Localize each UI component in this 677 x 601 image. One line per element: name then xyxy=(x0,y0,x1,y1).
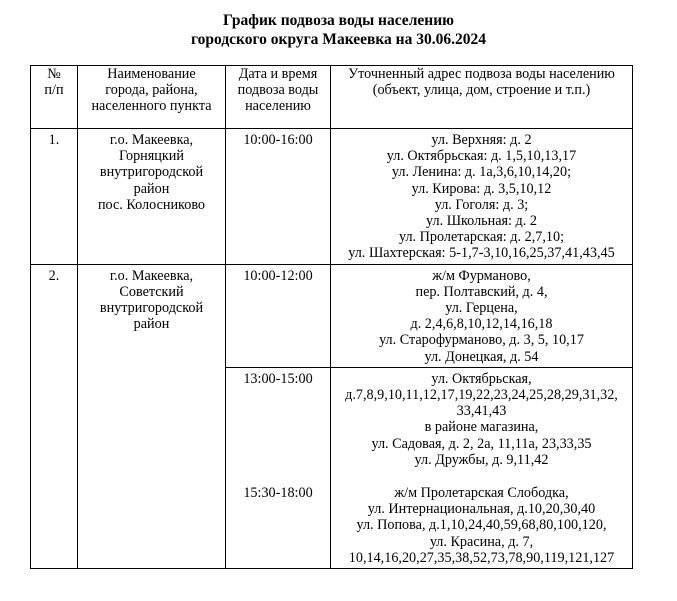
header-text: подвоза воды xyxy=(237,82,319,99)
header-place xyxy=(78,66,226,129)
header-address xyxy=(331,66,633,129)
place-line: Советский xyxy=(119,283,184,300)
header-text: населенного пункта xyxy=(91,98,212,115)
place-line: район xyxy=(133,316,170,333)
address-line: ул. Герцена, xyxy=(445,300,518,317)
header-text: № xyxy=(47,66,61,82)
address-line: д.7,8,9,10,11,12,17,19,22,23,24,25,28,29,31,32, xyxy=(345,387,618,404)
address-line: ж/м Пролетарская Слободка, xyxy=(394,485,569,502)
address-line: ул. Старофурманово, д. 3, 5, 10,17 xyxy=(379,332,584,349)
water-schedule-table xyxy=(30,65,633,569)
address-line: 33,41,43 xyxy=(456,403,507,420)
table-header-row xyxy=(31,66,633,129)
time-line: 13:00-15:00 xyxy=(243,370,313,387)
row-time: 10:00-12:00 xyxy=(226,264,331,367)
address-line: ул. Школьная: д. 2 xyxy=(426,213,537,230)
time-spacer xyxy=(226,387,330,485)
row-address xyxy=(331,129,633,265)
row-time-group xyxy=(226,367,331,568)
row-place xyxy=(78,129,226,265)
place-line: г.о. Макеевка, xyxy=(109,267,194,284)
address-line: ул. Попова, д.1,10,24,40,59,68,80,100,120, xyxy=(356,517,607,534)
address-line: в районе магазина, xyxy=(424,419,539,436)
address-spacer xyxy=(331,468,632,485)
address-line: ул. Садовая, д. 2, 2а, 11,11а, 23,33,35 xyxy=(371,435,592,452)
header-num xyxy=(31,66,78,129)
address-line: д. 2,4,6,8,10,12,14,16,18 xyxy=(410,316,553,333)
place-line: г.о. Макеевка, xyxy=(109,132,194,148)
document-title xyxy=(0,11,677,49)
header-text: города, района, xyxy=(105,82,198,99)
table-row xyxy=(31,264,633,367)
header-text: п/п xyxy=(44,82,64,99)
title-line-1: График подвоза воды населению xyxy=(223,12,454,29)
address-line: ул. Ленина: д. 1а,3,6,10,14,20; xyxy=(391,164,572,181)
address-line: ул. Шахтерская: 5-1,7-3,10,16,25,37,41,43,45 xyxy=(348,245,615,262)
address-line: пер. Полтавский, д. 4, xyxy=(415,283,548,300)
row-num: 2. xyxy=(31,264,78,568)
table-row xyxy=(31,129,633,265)
title-line-2: городского округа Макеевка на 30.06.2024 xyxy=(191,31,486,48)
address-line: ул. Красина, д. 7, xyxy=(429,533,534,550)
address-line: 10,14,16,20,27,35,38,52,73,78,90,119,121,127 xyxy=(348,549,615,566)
place-line: Горняцкий xyxy=(119,148,184,165)
place-line: внутригородской xyxy=(99,300,204,317)
row-address xyxy=(331,367,633,568)
header-text: (объект, улица, дом, строение и т.п.) xyxy=(372,82,591,99)
address-line: ул. Пролетарская: д. 2,7,10; xyxy=(398,229,565,246)
row-address xyxy=(331,264,633,367)
address-line: ул. Октябрьская: д. 1,5,10,13,17 xyxy=(386,148,577,165)
address-line: ул. Интернациональная, д.10,20,30,40 xyxy=(367,501,596,518)
address-line: ул. Кирова: д. 3,5,10,12 xyxy=(411,180,552,197)
address-line: ул. Дружбы, д. 9,11,42 xyxy=(414,451,549,468)
address-line: ж/м Фурманово, xyxy=(432,267,531,284)
header-time xyxy=(226,66,331,129)
address-line: ул. Донецкая, д. 54 xyxy=(424,348,539,365)
place-line: район xyxy=(133,180,170,197)
header-text: Наименование xyxy=(107,66,196,82)
header-text: населению xyxy=(245,98,311,115)
row-num: 1. xyxy=(31,129,78,265)
address-line: ул. Октябрьская, xyxy=(431,370,532,387)
place-line: внутригородской xyxy=(99,164,204,181)
place-line: пос. Колосниково xyxy=(97,196,206,213)
time-line: 15:30-18:00 xyxy=(243,485,313,502)
row-time: 10:00-16:00 xyxy=(226,129,331,265)
header-text: Уточненный адрес подвоза воды населению xyxy=(348,66,615,82)
header-text: Дата и время xyxy=(238,66,318,82)
address-line: ул. Верхняя: д. 2 xyxy=(431,132,532,148)
address-line: ул. Гоголя: д. 3; xyxy=(434,196,529,213)
row-place xyxy=(78,264,226,568)
